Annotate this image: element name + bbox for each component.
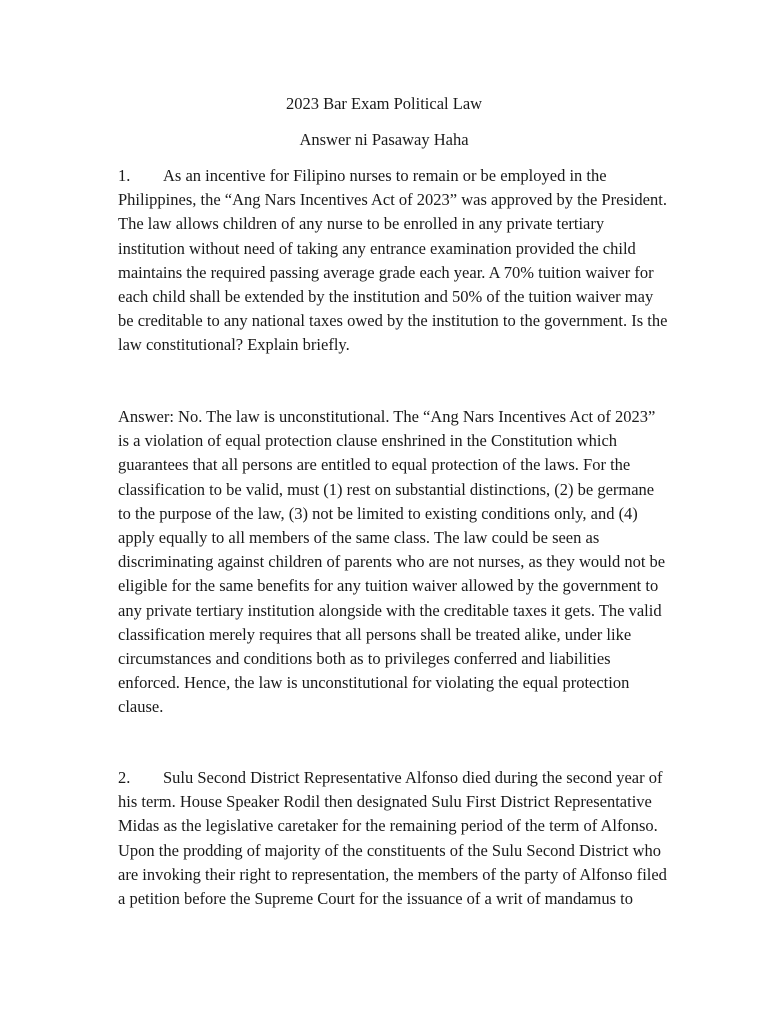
answer-1-line: guarantees that all persons are entitled to equal protection of the laws. For the <box>118 455 631 475</box>
answer-1-line: classification to be valid, must (1) rest on substantial distinctions, (2) be germane <box>118 479 655 499</box>
answer-1-line: Answer: No. The law is unconstitutional. The “Ang Nars Incentives Act of 2023” <box>118 407 656 426</box>
question-1-line: The law allows children of any nurse to be enrolled in any private tertiary <box>118 214 605 234</box>
document-subtitle: Answer ni Pasaway Haha <box>299 130 469 149</box>
answer-1-line: discriminating against children of parents who are not nurses, as they would not be <box>118 552 666 572</box>
question-2-line: a petition before the Supreme Court for the issuance of a writ of mandamus to <box>118 889 634 909</box>
answer-1 <box>118 405 680 720</box>
question-1-line: each child shall be extended by the institution and 50% of the tuition waiver may <box>118 287 654 307</box>
question-1-line: law constitutional? Explain briefly. <box>118 335 350 355</box>
document-title: 2023 Bar Exam Political Law <box>285 94 483 113</box>
question-2-line-1 <box>118 766 680 790</box>
question-1-line: maintains the required passing average grade each year. A 70% tuition waiver for <box>118 262 654 282</box>
answer-1-line: clause. <box>118 697 164 717</box>
answer-1-line: enforced. Hence, the law is unconstitutional for violating the equal protection <box>118 673 630 693</box>
question-2 <box>118 766 680 911</box>
question-1-line: institution without need of taking any entrance examination provided the child <box>118 238 636 258</box>
question-1-number: 1. <box>118 166 131 185</box>
answer-1-line: classification merely requires that all persons shall be treated alike, under like <box>118 624 632 644</box>
question-2-line: his term. House Speaker Rodil then designated Sulu First District Representative <box>118 792 652 812</box>
answer-1-line: circumstances and conditions both as to privileges conferred and liabilities <box>118 649 611 669</box>
answer-1-line: apply equally to all members of the same class. The law could be seen as <box>118 528 600 548</box>
question-1-line: be creditable to any national taxes owed by the institution to the government. Is the <box>118 311 668 331</box>
answer-1-line: eligible for the same benefits for any tuition waiver allowed by the government to <box>118 576 659 596</box>
question-2-line: Midas as the legislative caretaker for the remaining period of the term of Alfonso. <box>118 816 658 836</box>
answer-1-line: is a violation of equal protection clause enshrined in the Constitution which <box>118 431 618 451</box>
answer-1-line: any private tertiary institution alongside with the creditable taxes it gets. The valid <box>118 600 662 620</box>
question-1-line: Philippines, the “Ang Nars Incentives Act of 2023” was approved by the President. <box>118 190 667 210</box>
question-2-line: are invoking their right to representation, the members of the party of Alfonso filed <box>118 864 667 884</box>
question-2-text: Sulu Second District Representative Alfonso died during the second year of <box>163 768 663 787</box>
question-2-number: 2. <box>118 768 131 787</box>
question-1-text: As an incentive for Filipino nurses to remain or be employed in the <box>163 166 607 185</box>
question-2-line: Upon the prodding of majority of the constituents of the Sulu Second District who <box>118 840 662 860</box>
question-1-line-1 <box>118 164 680 188</box>
answer-1-line: to the purpose of the law, (3) not be limited to existing conditions only, and (4) <box>118 503 638 523</box>
question-1 <box>118 164 680 358</box>
